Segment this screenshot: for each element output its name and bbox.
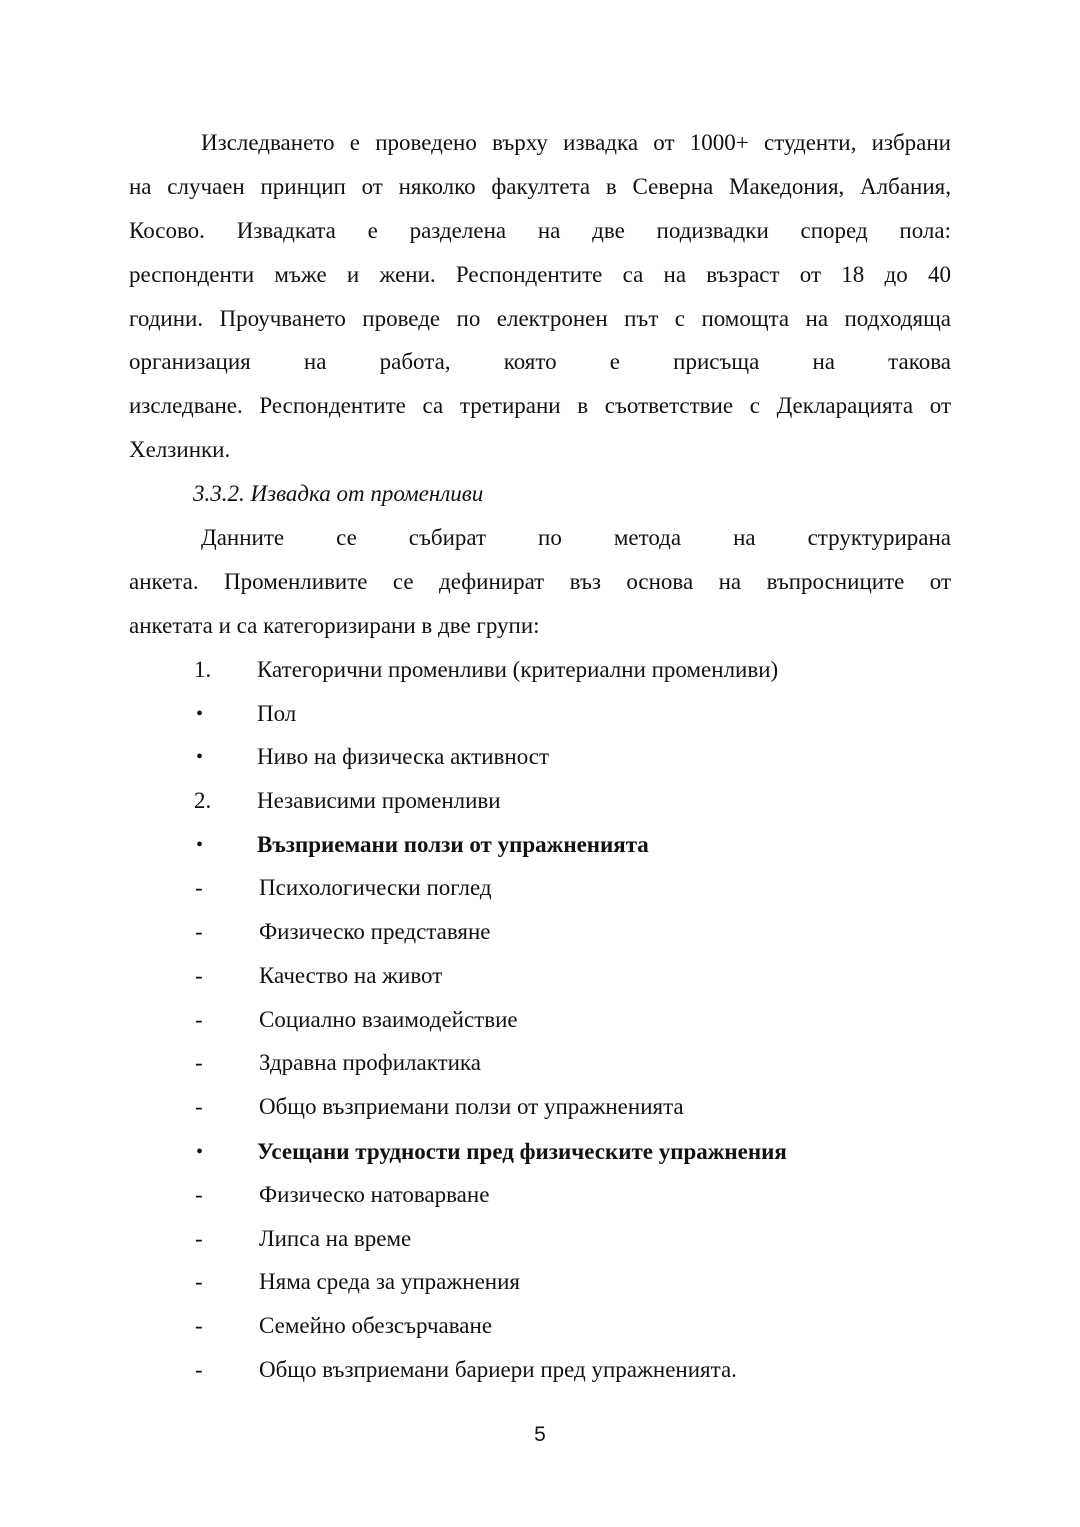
dash-marker: - [195,1007,203,1032]
paragraph-line: организация на работа, която е присъща на такова [129,349,951,374]
list-item-text: Психологически поглед [259,875,492,900]
paragraph-line: анкетата и са категоризирани в две групи: [129,613,540,638]
dash-marker: - [195,1094,203,1119]
list-item-text: Пол [257,701,297,726]
bullet-icon: • [196,1141,204,1163]
dash-marker: - [195,919,203,944]
list-item-text: Ниво на физическа активност [257,744,550,769]
list-item-text: Семейно обезсърчаване [259,1313,493,1338]
list-number-marker: 1. [194,657,212,682]
list-item-text: Няма среда за упражнения [259,1269,520,1294]
bullet-icon: • [196,746,204,768]
list-item-text: Независими променливи [257,788,501,813]
dash-marker: - [195,1182,203,1207]
paragraph-line: Хелзинки. [129,437,231,462]
paragraph-line: изследване. Респондентите са третирани в съответствие с Декларацията от [129,393,951,418]
paragraph-line: Изследването е проведено върху извадка от 1000+ студенти, избрани [201,130,951,155]
paragraph-line: респонденти мъже и жени. Респондентите са на възраст от 18 до 40 [129,262,951,287]
list-item-text: Физическо натоварване [259,1182,490,1207]
list-item-text: Общо възприемани бариери пред упражненията. [259,1357,737,1382]
dash-marker: - [195,963,203,988]
list-item-text: Здравна профилактика [259,1050,481,1075]
bullet-icon: • [196,834,204,856]
paragraph-line: Косово. Извадката е разделена на две подизвадки според пола: [129,218,951,243]
bullet-icon: • [196,703,204,725]
list-item-text: Физическо представяне [259,919,491,944]
list-item-text: Възприемани ползи от упражненията [257,832,649,857]
list-item-text: Категорични променливи (критериални променливи) [257,657,779,682]
section-heading: 3.3.2. Извадка от променливи [193,481,484,506]
paragraph-line: анкета. Променливите се дефинират въз основа на въпросниците от [129,569,951,594]
dash-marker: - [195,1269,203,1294]
paragraph-line: на случаен принцип от няколко факултета в Северна Македония, Албания, [129,174,951,199]
list-number-marker: 2. [194,788,212,813]
dash-marker: - [195,1050,203,1075]
list-item-text: Социално взаимодействие [259,1007,518,1032]
dash-marker: - [195,1226,203,1251]
list-item-text: Усещани трудности пред физическите упражнения [257,1139,787,1164]
dash-marker: - [195,1313,203,1338]
dash-marker: - [195,1357,203,1382]
list-item-text: Качество на живот [259,963,443,988]
paragraph-line: Данните се събират по метода на структурирана [201,525,951,550]
list-item-text: Общо възприемани ползи от упражненията [259,1094,684,1119]
dash-marker: - [195,875,203,900]
list-item-text: Липса на време [259,1226,412,1251]
paragraph-line: години. Проучването проведе по електронен път с помощта на подходяща [129,306,951,331]
page-number: 5 [534,1423,546,1446]
